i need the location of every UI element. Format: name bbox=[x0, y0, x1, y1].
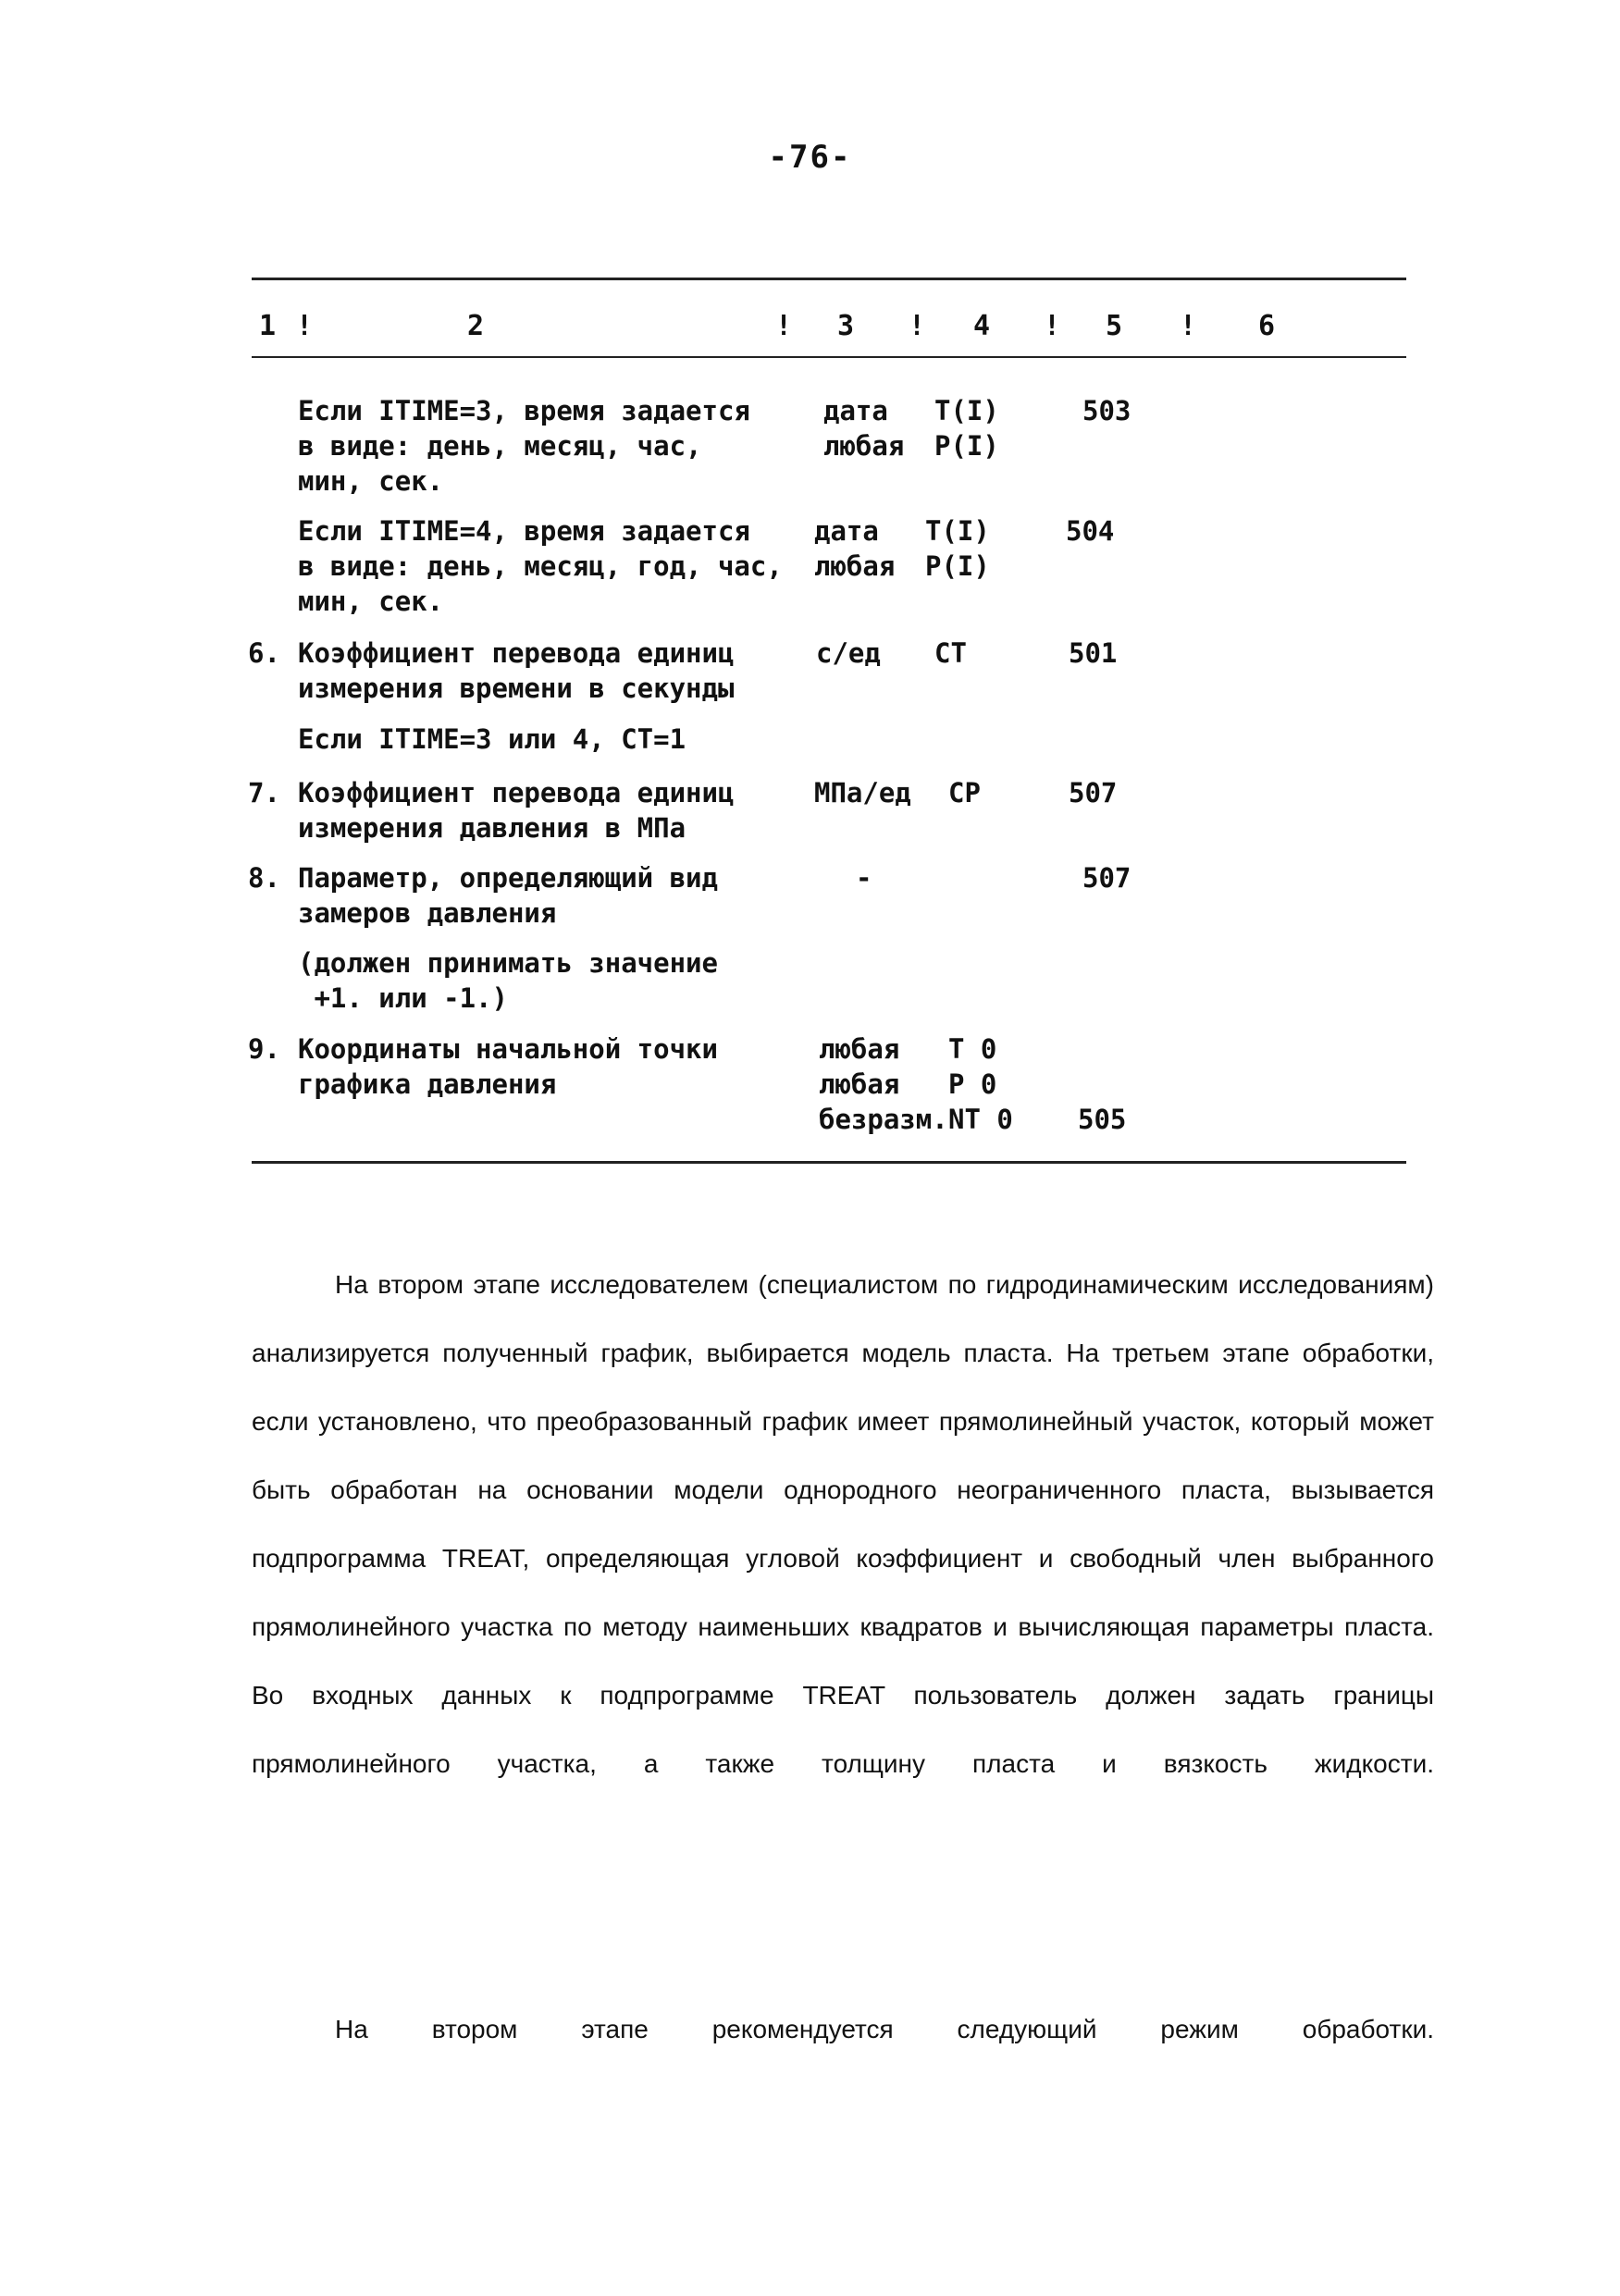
row-identifier: CP bbox=[948, 777, 981, 809]
header-col-2: 2 bbox=[467, 310, 485, 342]
row-index: 6. bbox=[248, 637, 280, 669]
table-bottom-rule bbox=[252, 1161, 1406, 1164]
row-description: Если ITIME=3 или 4, CT=1 bbox=[298, 723, 686, 755]
row-units: - bbox=[856, 862, 872, 894]
header-col-3: 3 bbox=[837, 310, 855, 342]
row-format: 507 bbox=[1082, 862, 1132, 894]
row-index: 8. bbox=[248, 862, 280, 894]
row-format: 505 bbox=[1078, 1104, 1127, 1135]
header-col-1: 1 bbox=[259, 310, 277, 342]
row-index: 7. bbox=[248, 777, 280, 809]
row-units: с/ед bbox=[816, 637, 881, 669]
row-description: Координаты начальной точки графика давления bbox=[298, 1033, 718, 1100]
row-description: Если ITIME=3, время задается в виде: день, месяц, час, мин, сек. bbox=[298, 395, 750, 497]
row-description: Если ITIME=4, время задается в виде: день, месяц, год, час, мин, сек. bbox=[298, 515, 783, 617]
table-top-rule bbox=[252, 278, 1406, 280]
header-col-5: 5 bbox=[1106, 310, 1123, 342]
header-col-4: 4 bbox=[973, 310, 991, 342]
header-separator: ! bbox=[1044, 310, 1061, 342]
header-separator: ! bbox=[1180, 310, 1197, 342]
header-separator: ! bbox=[296, 310, 314, 342]
header-separator: ! bbox=[775, 310, 793, 342]
page-number: -76- bbox=[768, 139, 852, 176]
row-identifier: T 0 P 0 NT 0 bbox=[948, 1033, 1013, 1135]
table-header-rule bbox=[252, 356, 1406, 358]
row-identifier: T(I) P(I) bbox=[925, 515, 990, 582]
row-description: Параметр, определяющий вид замеров давления bbox=[298, 862, 718, 929]
body-paragraph: На втором этапе исследователем (специалистом по гидродинамическим исследованиям) анализируется полученный график, выбирается модель пласта. На третьем этапе обработки, если установлено, что преобразованный график имеет прямолинейный участок, который может быть обработан на основании модели однородного неограниченного пласта, вызывается подпрограмма TREAT, определяющая угловой коэффициент и свободный член выбранного прямолинейного участка по методу наименьших квадратов и вычисляющая параметры пласта. Во входных данных к подпрограмме TREAT пользователь должен задать границы прямолинейного участка, а также толщину пласта и вязкость жидкости. bbox=[252, 1270, 1434, 1778]
row-identifier: T(I) P(I) bbox=[934, 395, 999, 462]
body-paragraph: На втором этапе рекомендуется следующий режим обработки. bbox=[335, 2015, 1434, 2043]
row-units: любая любая безразм. bbox=[819, 1033, 948, 1135]
row-identifier: CT bbox=[934, 637, 967, 669]
row-format: 501 bbox=[1069, 637, 1118, 669]
row-format: 507 bbox=[1069, 777, 1118, 809]
row-units: дата любая bbox=[814, 515, 896, 582]
row-index: 9. bbox=[248, 1033, 280, 1065]
row-units: МПа/ед bbox=[814, 777, 911, 809]
header-col-6: 6 bbox=[1258, 310, 1276, 342]
row-format: 503 bbox=[1082, 395, 1132, 426]
header-separator: ! bbox=[909, 310, 926, 342]
row-description: Коэффициент перевода единиц измерения давления в МПа bbox=[298, 777, 735, 844]
row-description: (должен принимать значение +1. или -1.) bbox=[298, 947, 718, 1014]
row-units: дата любая bbox=[823, 395, 905, 462]
row-format: 504 bbox=[1066, 515, 1115, 547]
row-description: Коэффициент перевода единиц измерения времени в секунды bbox=[298, 637, 735, 704]
